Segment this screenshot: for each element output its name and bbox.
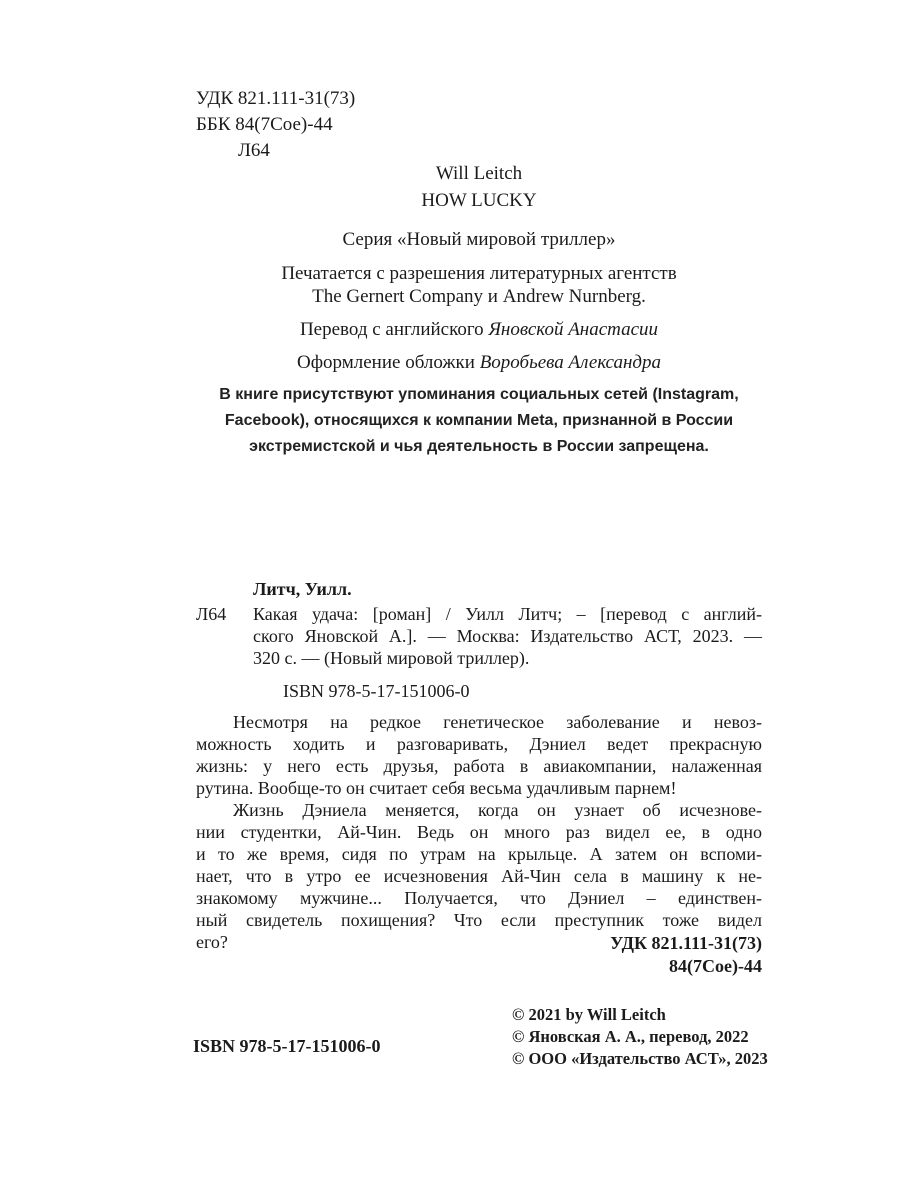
annotation-paragraph-2 — [196, 799, 762, 953]
catalog-card — [196, 578, 762, 953]
legal-disclaimer — [196, 382, 762, 460]
isbn-catalog: ISBN 978-5-17-151006-0 — [283, 681, 470, 701]
catalog-entry-line: Какая удача: [роман] / Уилл Литч; – [перевод с англий- — [253, 604, 762, 624]
cover-designer-name: Воробьева Александра — [479, 352, 661, 373]
cover-credit-label: Оформление обложки — [297, 352, 480, 373]
catalog-entry-line: 320 с. — (Новый мировой триллер). — [253, 648, 530, 668]
copyright-line: © 2021 by Will Leitch — [512, 1005, 666, 1024]
annotation-line: знакомому мужчине... Получается, что Дэниел – единствен- — [196, 888, 762, 908]
annotation-line: нии студентки, Ай-Чин. Ведь он много раз видел ее, в одно — [196, 822, 762, 842]
cover-designer-credit — [196, 349, 762, 376]
annotation-line: можность ходить и разговаривать, Дэниел ведет прекрасную — [196, 734, 762, 754]
annotation-line: его? — [196, 932, 228, 952]
annotation-line: нает, что в утро ее исчезновения Ай-Чин села в машину к не- — [196, 866, 762, 886]
annotation-line: Жизнь Дэниела меняется, когда он узнает об исчезнове- — [233, 800, 762, 820]
annotation-line: ный свидетель похищения? Что если преступник тоже видел — [196, 910, 762, 930]
rights-notice — [196, 262, 762, 308]
footer-udc-code: УДК 821.111-31(73) — [610, 933, 762, 953]
disclaimer-line: В книге присутствуют упоминания социальных сетей (Instagram, — [219, 386, 739, 403]
rights-line: Печатается с разрешения литературных агентств — [281, 263, 677, 284]
series-name: Серия «Новый мировой триллер» — [342, 229, 616, 250]
rights-line: The Gernert Company и Andrew Nurnberg. — [312, 286, 646, 307]
annotation-line: рутина. Вообще-то он считает себя весьма удачливым парнем! — [196, 778, 677, 798]
footer-bbk-code: 84(7Сое)-44 — [669, 956, 762, 976]
title-block — [196, 160, 762, 460]
original-author: Will Leitch — [435, 163, 523, 184]
translator-credit-label: Перевод с английского — [299, 319, 489, 340]
catalog-author: Литч, Уилл. — [253, 579, 352, 599]
annotation-paragraph-1 — [196, 711, 762, 799]
catalog-entry-line: ского Яновской А.]. — Москва: Издательство АСТ, 2023. — — [253, 626, 762, 646]
udc-code: УДК 821.111-31(73) — [196, 88, 356, 109]
author-sign-code: Л64 — [238, 140, 270, 161]
top-codes-block — [196, 86, 355, 164]
original-title: HOW LUCKY — [421, 190, 537, 211]
footer-codes-block — [610, 932, 762, 978]
translator-credit — [196, 316, 762, 343]
isbn-footer: ISBN 978-5-17-151006-0 — [193, 1036, 381, 1056]
copyright-line: © Яновская А. А., перевод, 2022 — [512, 1027, 749, 1046]
bbk-code: ББК 84(7Сое)-44 — [196, 114, 333, 135]
catalog-entry-text — [196, 603, 762, 669]
translator-name: Яновской Анастасии — [488, 319, 659, 340]
catalog-entry — [196, 603, 762, 669]
disclaimer-line: экстремистской и чья деятельность в России запрещена. — [249, 438, 709, 455]
annotation-line: и то же время, сидя по утрам на крыльце. А затем он вспоми- — [196, 844, 762, 864]
disclaimer-line: Facebook), относящихся к компании Meta, признанной в России — [224, 412, 734, 429]
copyright-line: © ООО «Издательство АСТ», 2023 — [512, 1049, 768, 1068]
annotation-line: Несмотря на редкое генетическое заболевание и невоз- — [233, 712, 762, 732]
copyright-block — [512, 1004, 768, 1070]
annotation-line: жизнь: у него есть друзья, работа в авиакомпании, налаженная — [196, 756, 762, 776]
catalog-author-sign: Л64 — [196, 604, 227, 624]
